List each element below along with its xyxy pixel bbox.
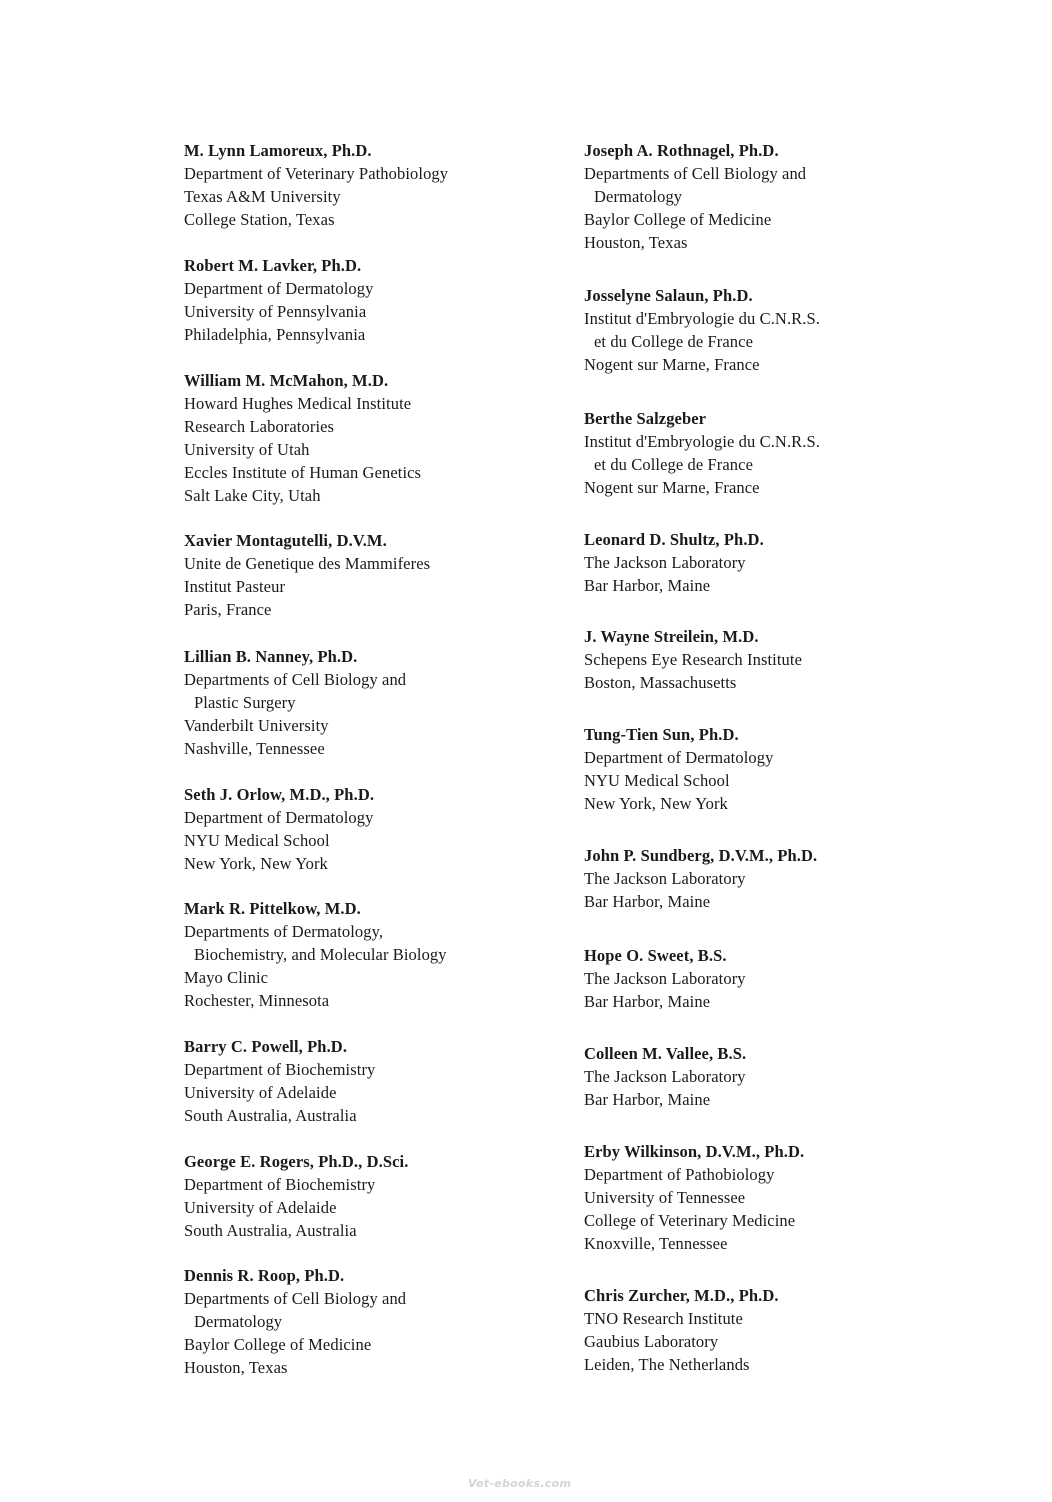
contributor-name: Leonard D. Shultz, Ph.D.	[584, 530, 764, 549]
contributor-name: M. Lynn Lamoreux, Ph.D.	[184, 141, 372, 160]
affiliation-line: Nogent sur Marne, France	[584, 478, 760, 497]
affiliation-line: Departments of Cell Biology and	[184, 1289, 407, 1308]
contributor-name: Tung-Tien Sun, Ph.D.	[584, 725, 739, 744]
contributor-entry	[184, 369, 554, 507]
affiliation-line: Institut d'Embryologie du C.N.R.S.	[584, 432, 821, 451]
affiliation-line: Research Laboratories	[184, 417, 335, 436]
affiliation-line: Paris, France	[184, 600, 272, 619]
affiliation-line: Department of Veterinary Pathobiology	[184, 164, 449, 183]
affiliation-line: Department of Dermatology	[584, 748, 774, 767]
contributor-name: Colleen M. Vallee, B.S.	[584, 1044, 747, 1063]
contributor-name: John P. Sundberg, D.V.M., Ph.D.	[584, 846, 818, 865]
contributor-name: Lillian B. Nanney, Ph.D.	[184, 647, 358, 666]
contributor-entry	[184, 254, 554, 346]
affiliation-line: Department of Biochemistry	[184, 1060, 376, 1079]
contributor-entry	[584, 284, 984, 376]
affiliation-line: Salt Lake City, Utah	[184, 486, 321, 505]
contributor-entry	[184, 1264, 554, 1379]
contributor-name: Berthe Salzgeber	[584, 409, 707, 428]
affiliation-line: Howard Hughes Medical Institute	[184, 394, 412, 413]
affiliation-line: Houston, Texas	[584, 233, 688, 252]
contributor-entry	[584, 139, 984, 254]
affiliation-line: College of Veterinary Medicine	[584, 1211, 796, 1230]
affiliation-line: et du College de France	[594, 332, 753, 351]
contributor-name: Robert M. Lavker, Ph.D.	[184, 256, 362, 275]
contributor-entry	[584, 1042, 984, 1111]
contributor-name: Dennis R. Roop, Ph.D.	[184, 1266, 345, 1285]
affiliation-line: Philadelphia, Pennsylvania	[184, 325, 366, 344]
affiliation-line: NYU Medical School	[184, 831, 330, 850]
affiliation-line: Bar Harbor, Maine	[584, 576, 711, 595]
affiliation-line: Plastic Surgery	[194, 693, 296, 712]
affiliation-line: The Jackson Laboratory	[584, 1067, 746, 1086]
affiliation-line: Eccles Institute of Human Genetics	[184, 463, 422, 482]
contributor-entry	[584, 844, 984, 913]
affiliation-line: Leiden, The Netherlands	[584, 1355, 750, 1374]
affiliation-line: TNO Research Institute	[584, 1309, 743, 1328]
contributor-entry	[184, 1035, 554, 1127]
affiliation-line: Departments of Dermatology,	[184, 922, 384, 941]
contributor-name: Hope O. Sweet, B.S.	[584, 946, 727, 965]
contributor-name: Chris Zurcher, M.D., Ph.D.	[584, 1286, 779, 1305]
contributor-name: Joseph A. Rothnagel, Ph.D.	[584, 141, 779, 160]
affiliation-line: Vanderbilt University	[184, 716, 329, 735]
affiliation-line: New York, New York	[184, 854, 328, 873]
affiliation-line: Bar Harbor, Maine	[584, 892, 711, 911]
contributor-entry	[184, 139, 554, 231]
affiliation-line: Nashville, Tennessee	[184, 739, 325, 758]
contributor-entry	[184, 529, 554, 621]
affiliation-line: Gaubius Laboratory	[584, 1332, 719, 1351]
affiliation-line: Department of Biochemistry	[184, 1175, 376, 1194]
affiliation-line: Schepens Eye Research Institute	[584, 650, 802, 669]
contributor-name: Erby Wilkinson, D.V.M., Ph.D.	[584, 1142, 805, 1161]
contributor-entry	[184, 645, 554, 760]
affiliation-line: Bar Harbor, Maine	[584, 992, 711, 1011]
contributor-name: Josselyne Salaun, Ph.D.	[584, 286, 753, 305]
contributor-name: J. Wayne Streilein, M.D.	[584, 627, 759, 646]
affiliation-line: Departments of Cell Biology and	[584, 164, 807, 183]
affiliation-line: South Australia, Australia	[184, 1221, 357, 1240]
contributor-name: William M. McMahon, M.D.	[184, 371, 389, 390]
affiliation-line: The Jackson Laboratory	[584, 869, 746, 888]
affiliation-line: Departments of Cell Biology and	[184, 670, 407, 689]
affiliation-line: University of Utah	[184, 440, 310, 459]
watermark: Vet-ebooks.com	[468, 1477, 572, 1490]
affiliation-line: Unite de Genetique des Mammiferes	[184, 554, 431, 573]
affiliation-line: Biochemistry, and Molecular Biology	[194, 945, 447, 964]
affiliation-line: University of Adelaide	[184, 1198, 337, 1217]
contributor-entry	[584, 944, 984, 1013]
affiliation-line: Boston, Massachusetts	[584, 673, 737, 692]
contributor-entry	[584, 1284, 984, 1376]
affiliation-line: Knoxville, Tennessee	[584, 1234, 728, 1253]
affiliation-line: Department of Dermatology	[184, 279, 374, 298]
contributor-entry	[184, 783, 554, 875]
contributor-entry	[584, 1140, 984, 1255]
contributor-entry	[584, 723, 984, 815]
affiliation-line: Bar Harbor, Maine	[584, 1090, 711, 1109]
affiliation-line: Department of Pathobiology	[584, 1165, 775, 1184]
affiliation-line: Dermatology	[594, 187, 683, 206]
affiliation-line: Department of Dermatology	[184, 808, 374, 827]
contributor-entry	[584, 625, 984, 694]
affiliation-line: Institut Pasteur	[184, 577, 286, 596]
affiliation-line: Baylor College of Medicine	[184, 1335, 372, 1354]
affiliation-line: The Jackson Laboratory	[584, 969, 746, 988]
affiliation-line: Mayo Clinic	[184, 968, 269, 987]
contributor-entry	[184, 897, 554, 1012]
affiliation-line: Rochester, Minnesota	[184, 991, 330, 1010]
affiliation-line: et du College de France	[594, 455, 753, 474]
affiliation-line: University of Adelaide	[184, 1083, 337, 1102]
affiliation-line: Texas A&M University	[184, 187, 341, 206]
affiliation-line: University of Tennessee	[584, 1188, 746, 1207]
contributor-entry	[184, 1150, 554, 1242]
affiliation-line: Houston, Texas	[184, 1358, 288, 1377]
affiliation-line: University of Pennsylvania	[184, 302, 367, 321]
contributor-entry	[584, 407, 984, 499]
affiliation-line: South Australia, Australia	[184, 1106, 357, 1125]
affiliation-line: College Station, Texas	[184, 210, 335, 229]
affiliation-line: Institut d'Embryologie du C.N.R.S.	[584, 309, 821, 328]
contributor-entry	[584, 528, 984, 597]
affiliation-line: NYU Medical School	[584, 771, 730, 790]
contributor-name: Xavier Montagutelli, D.V.M.	[184, 531, 387, 550]
contributor-name: Barry C. Powell, Ph.D.	[184, 1037, 348, 1056]
affiliation-line: The Jackson Laboratory	[584, 553, 746, 572]
contributor-name: Seth J. Orlow, M.D., Ph.D.	[184, 785, 375, 804]
affiliation-line: Baylor College of Medicine	[584, 210, 772, 229]
affiliation-line: Nogent sur Marne, France	[584, 355, 760, 374]
contributor-name: Mark R. Pittelkow, M.D.	[184, 899, 361, 918]
affiliation-line: Dermatology	[194, 1312, 283, 1331]
contributor-name: George E. Rogers, Ph.D., D.Sci.	[184, 1152, 409, 1171]
affiliation-line: New York, New York	[584, 794, 728, 813]
